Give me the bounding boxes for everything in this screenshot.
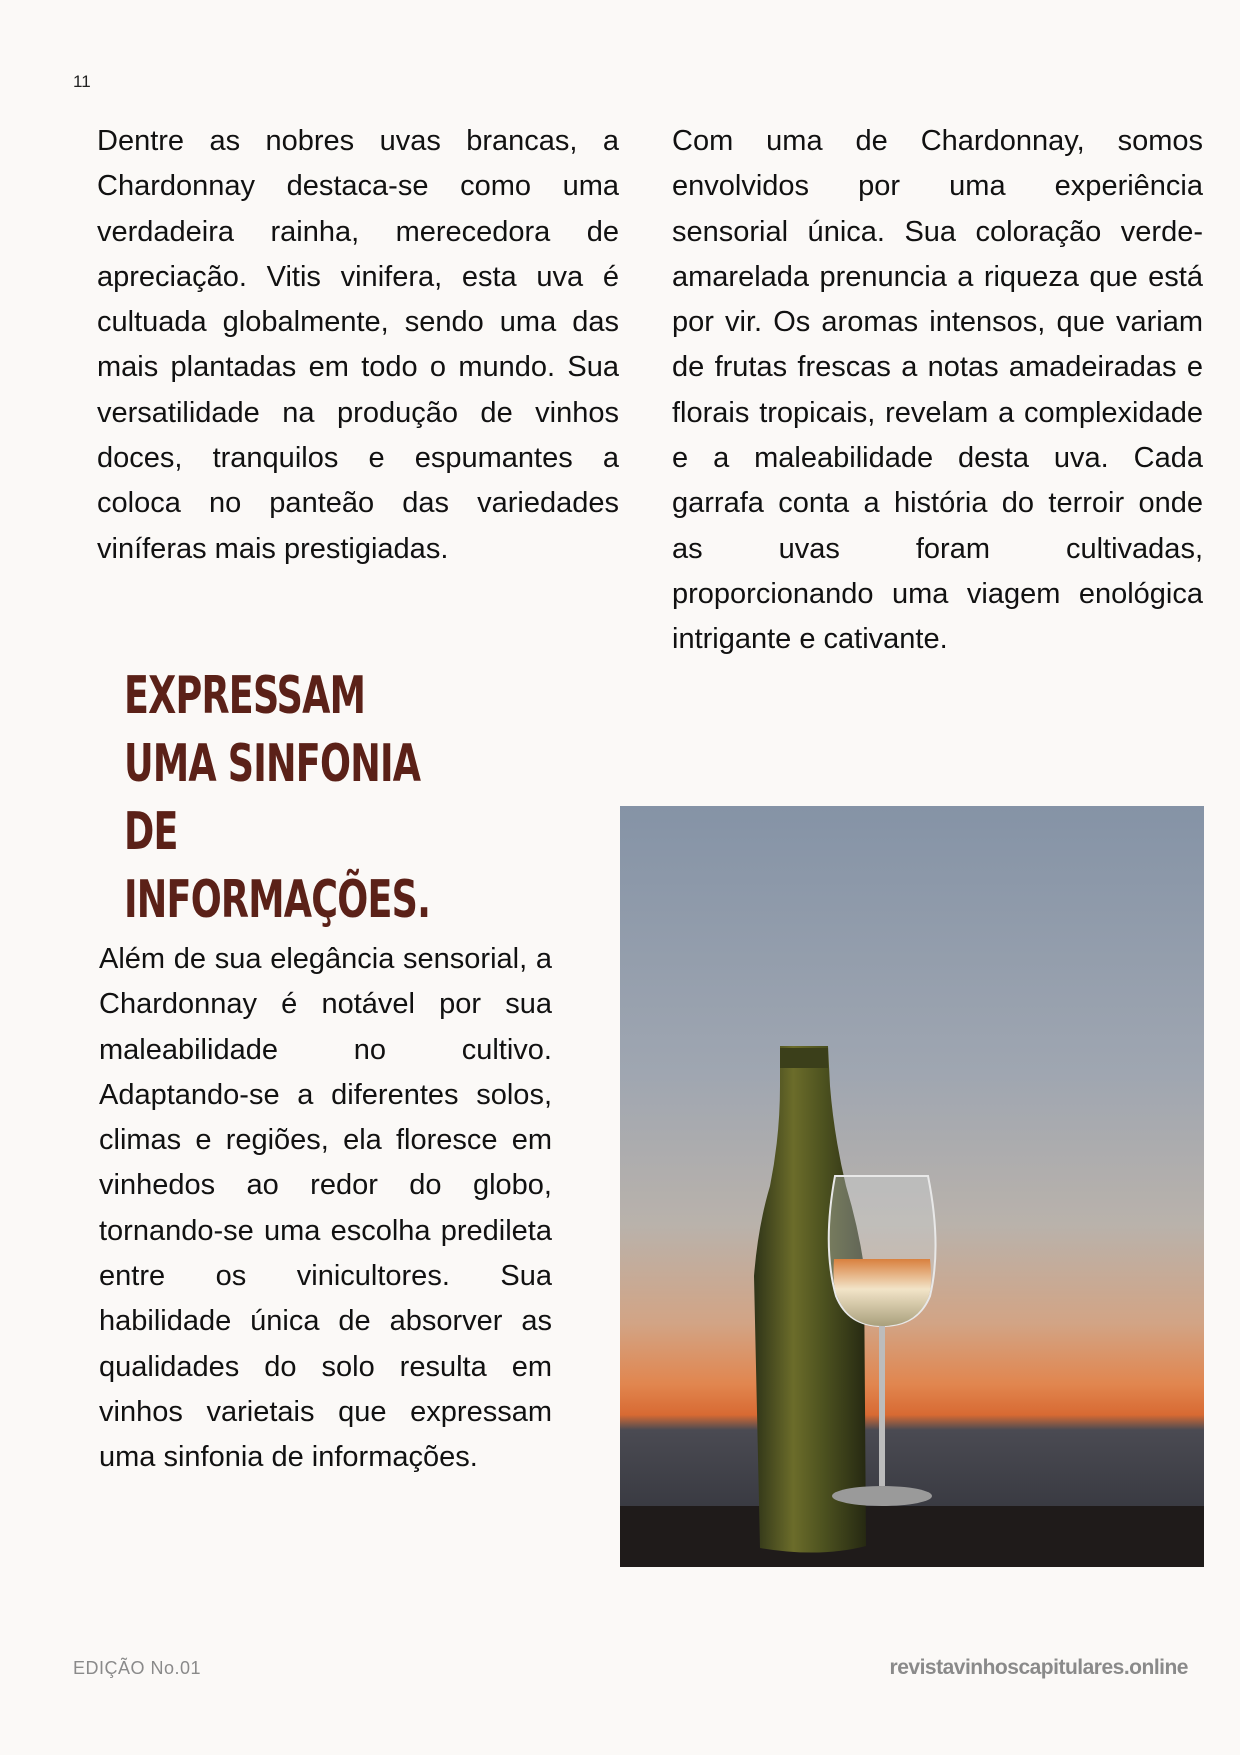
article-paragraph-sensory: Com uma de Chardonnay, somos envolvidos por uma experiência sensorial única. Sua coloração verde-amarelada prenuncia a riqueza que está por vir. Os aromas intensos, que variam de frutas frescas a notas amadeiradas e florais tropicais, revelam a complexidade e a maleabilidade desta uva. Cada garrafa conta a história do terroir onde as uvas foram cultivadas, proporcionando uma viagem enológica intrigante e cativante.: [672, 125, 1203, 656]
pull-quote: EXPRESSAM UMA SINFONIA DE INFORMAÇÕES.: [124, 666, 431, 930]
wine-bottle-glass-sunset-photo: [620, 806, 1204, 1567]
article-paragraph-cultivation: Além de sua elegância sensorial, a Chardonnay é notável por sua maleabilidade no cultivo. Adaptando-se a diferentes solos, climas e regiões, ela floresce em vinhedos ao redor do globo, tornando-se uma escolha predileta entre os vinicultores. Sua habilidade única de absorver as qualidades do solo resulta em vinhos varietais que expressam uma sinfonia de informações.: [99, 943, 552, 1474]
article-paragraph-intro: Dentre as nobres uvas brancas, a Chardonnay destaca-se como uma verdadeira rainha, merecedora de apreciação. Vitis vinifera, esta uva é cultuada globalmente, sendo uma das mais plantadas em todo o mundo. Sua versatilidade na produção de vinhos doces, tranquilos e espumantes a coloca no panteão das variedades viníferas mais prestigiadas.: [97, 125, 619, 565]
edition-label: EDIÇÃO No.01: [73, 1658, 202, 1678]
page-number: 11: [73, 72, 91, 91]
website-link[interactable]: revistavinhoscapitulares.online: [889, 1656, 1188, 1679]
